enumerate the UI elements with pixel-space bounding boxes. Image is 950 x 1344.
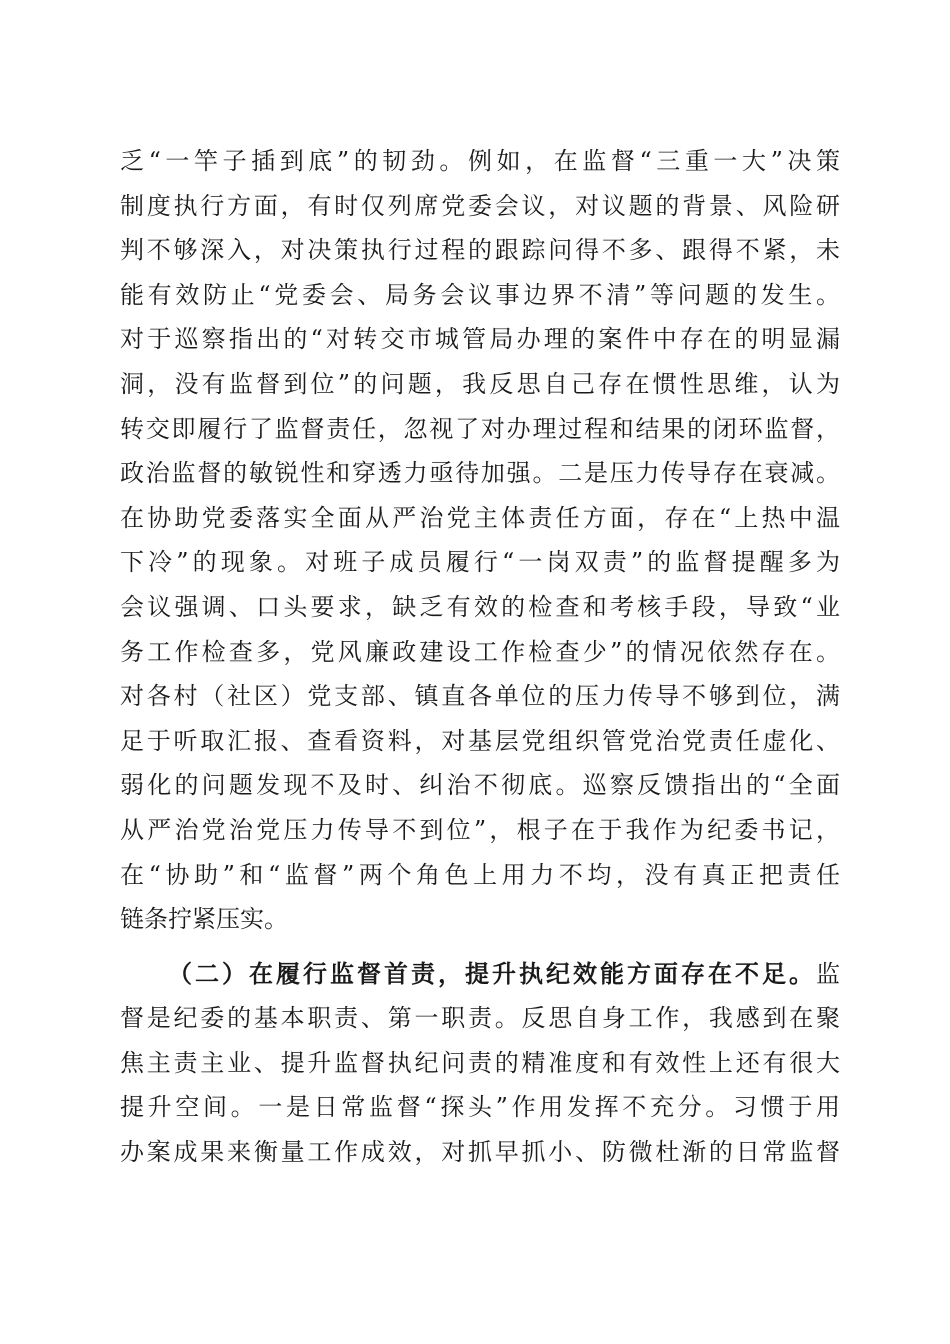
paragraph-2	[120, 952, 840, 1175]
text-line: 洞，没有监督到位”的问题，我反思自己存在惯性思维，认为	[120, 369, 840, 398]
text-line: 办案成果来衡量工作成效，对抓早抓小、防微杜渐的日常监督	[120, 1138, 840, 1167]
paragraph-1	[120, 139, 840, 942]
text-line: 从严治党治党压力传导不到位”，根子在于我作为纪委书记，	[120, 815, 840, 844]
section-heading: （二）在履行监督首责，提升执纪效能方面存在不足。	[168, 958, 816, 988]
text-line: 能有效防止“党委会、局务会议事边界不清”等问题的发生。	[120, 280, 840, 309]
body-text	[120, 139, 840, 1175]
heading-line-continuation: 监	[816, 959, 840, 988]
text-line: 对各村（社区）党支部、镇直各单位的压力传导不够到位，满	[120, 682, 840, 711]
text-line: 制度执行方面，有时仅列席党委会议，对议题的背景、风险研	[120, 191, 840, 220]
text-line: 政治监督的敏锐性和穿透力亟待加强。二是压力传导存在衰减。	[120, 459, 840, 488]
text-line: 乏“一竿子插到底”的韧劲。例如，在监督“三重一大”决策	[120, 147, 840, 175]
text-line: 下冷”的现象。对班子成员履行“一岗双责”的监督提醒多为	[120, 548, 840, 577]
text-line: 提升空间。一是日常监督“探头”作用发挥不充分。习惯于用	[120, 1093, 840, 1122]
text-line: 会议强调、口头要求，缺乏有效的检查和考核手段，导致“业	[120, 592, 840, 621]
text-line: 在协助党委落实全面从严治党主体责任方面，存在“上热中温	[120, 503, 840, 532]
text-line: 在“协助”和“监督”两个角色上用力不均，没有真正把责任	[120, 860, 840, 889]
text-line: 务工作检查多，党风廉政建设工作检查少”的情况依然存在。	[120, 637, 840, 666]
text-line: 对于巡察指出的“对转交市城管局办理的案件中存在的明显漏	[120, 325, 840, 354]
paragraph-spacing	[120, 942, 840, 952]
text-line: 转交即履行了监督责任，忽视了对办理过程和结果的闭环监督，	[120, 414, 840, 443]
text-line: 督是纪委的基本职责、第一职责。反思自身工作，我感到在聚	[120, 1004, 840, 1033]
text-line: 判不够深入，对决策执行过程的跟踪问得不多、跟得不紧，未	[120, 236, 840, 265]
text-line	[120, 952, 840, 997]
text-line: 焦主责主业、提升监督执纪问责的精准度和有效性上还有很大	[120, 1048, 840, 1077]
text-line: 足于听取汇报、查看资料，对基层党组织管党治党责任虚化、	[120, 726, 840, 755]
text-line: 弱化的问题发现不及时、纠治不彻底。巡察反馈指出的“全面	[120, 771, 840, 800]
text-line: 链条拧紧压实。	[120, 905, 288, 934]
